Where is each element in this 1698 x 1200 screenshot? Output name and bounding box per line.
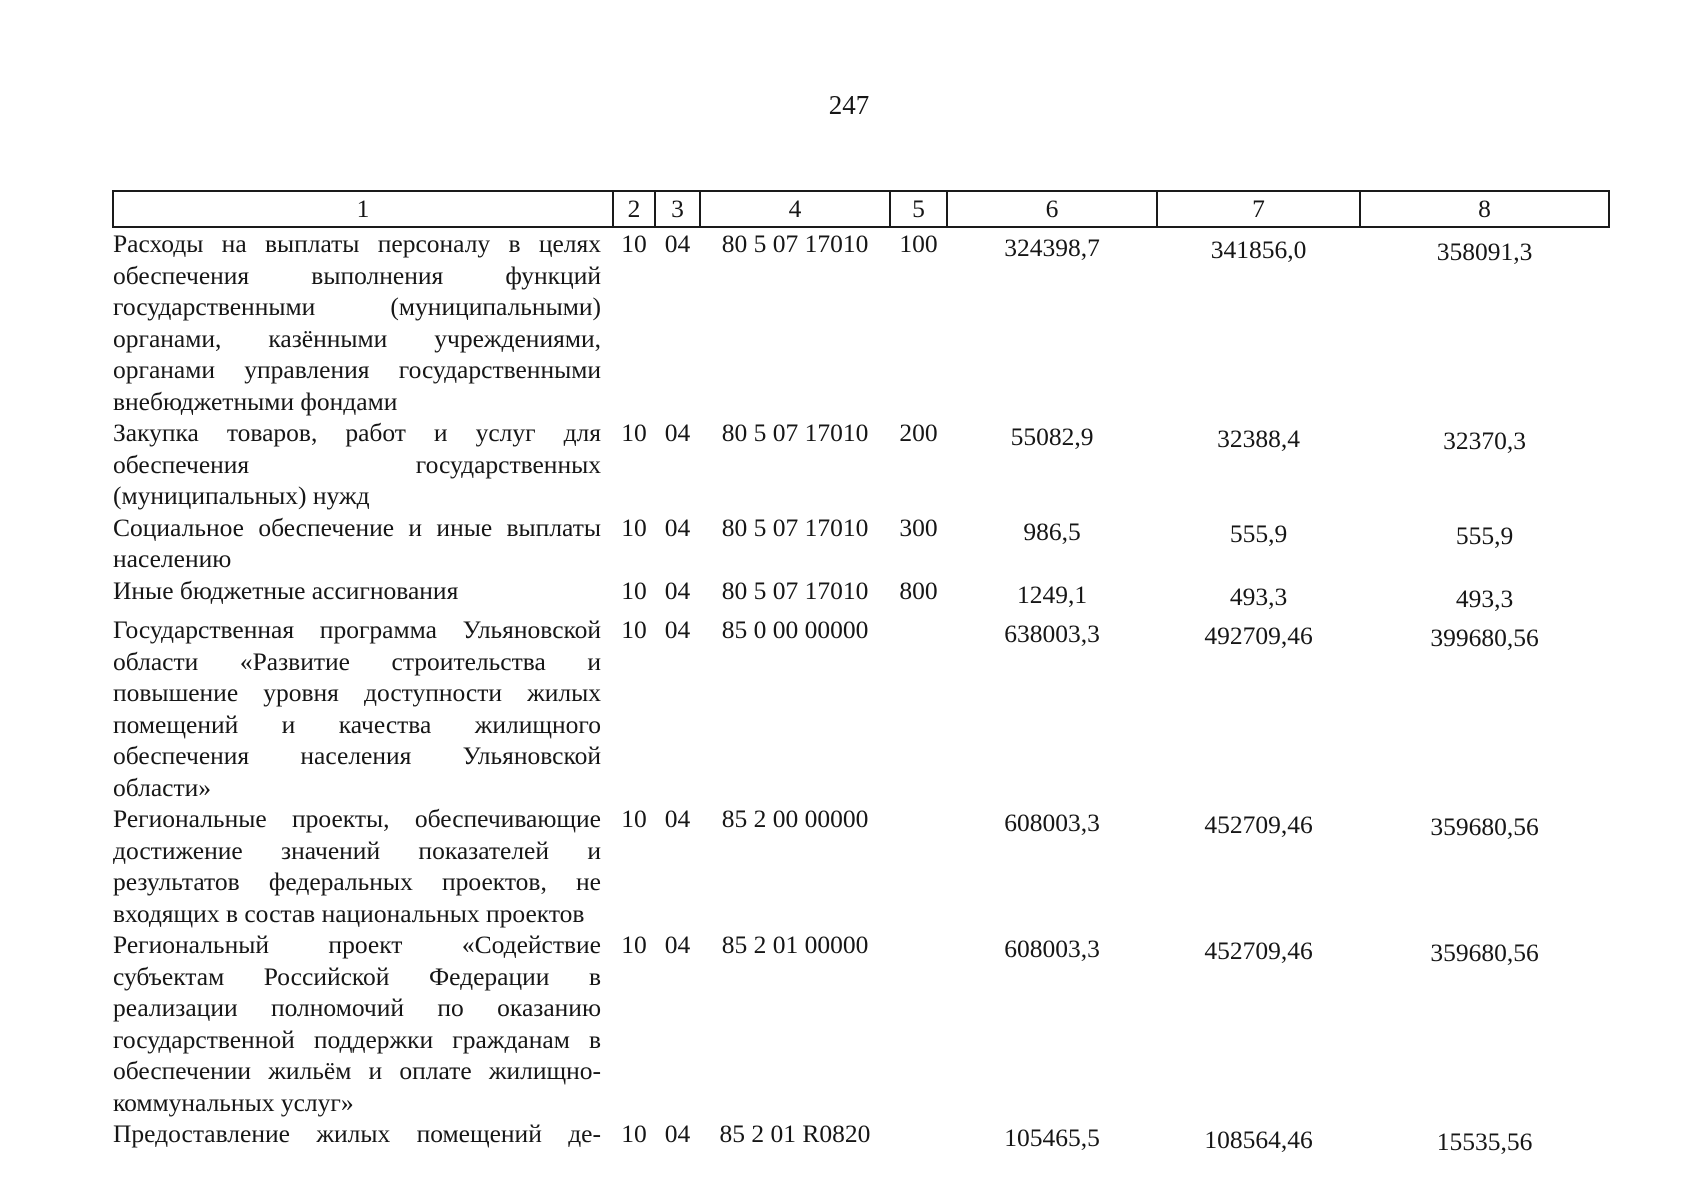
row-value-8: 15535,56 xyxy=(1436,1127,1533,1156)
row-subsection: 04 xyxy=(664,804,691,833)
row-value-7: 555,9 xyxy=(1229,518,1288,548)
row-name: Государственная программа Ульяновской области «Развитие строительства и повышение уровня доступности жилых помещений и качества жилищного обеспечения населения Ульяновской области» xyxy=(113,615,601,802)
row-value-8: 359680,56 xyxy=(1430,938,1539,967)
header-col-2: 2 xyxy=(613,191,655,227)
table-row xyxy=(113,575,1609,615)
row-value-8: 359680,56 xyxy=(1430,812,1539,841)
row-expense-type: 800 xyxy=(899,575,938,605)
page-number: 247 xyxy=(828,90,870,120)
row-section: 10 xyxy=(621,418,647,447)
row-subsection: 04 xyxy=(664,229,691,258)
table-row xyxy=(113,1118,1609,1158)
row-expense-type: 200 xyxy=(899,418,938,447)
row-value-7: 492709,46 xyxy=(1204,621,1313,650)
header-col-5: 5 xyxy=(890,191,947,227)
row-value-6: 1249,1 xyxy=(1016,579,1088,609)
row-name: Социальное обеспечение и иные выплаты населению xyxy=(113,512,601,573)
table-row xyxy=(113,512,1609,575)
row-subsection: 04 xyxy=(664,1119,691,1148)
row-subsection: 04 xyxy=(664,418,691,447)
row-expense-type xyxy=(890,929,947,1118)
row-section: 10 xyxy=(621,575,647,605)
row-code: 80 5 07 17010 xyxy=(721,418,869,447)
row-section: 10 xyxy=(621,615,647,644)
row-value-8: 493,3 xyxy=(1455,583,1514,613)
row-section: 10 xyxy=(621,930,647,959)
row-subsection: 04 xyxy=(664,575,691,605)
table-row xyxy=(113,803,1609,929)
row-subsection: 04 xyxy=(664,930,691,959)
table-row xyxy=(113,417,1609,512)
row-value-8: 399680,56 xyxy=(1430,623,1539,652)
row-value-7: 452709,46 xyxy=(1204,936,1313,965)
row-code: 85 0 00 00000 xyxy=(721,615,869,644)
row-value-7: 108564,46 xyxy=(1204,1125,1313,1154)
row-value-6: 105465,5 xyxy=(1004,1123,1100,1152)
row-name: Региональный проект «Содействие субъектам Российской Федерации в реализации полномочий по оказанию государственной поддержки гражданам в обеспечении жильём и оплате жилищно-коммунальных услуг» xyxy=(113,930,601,1117)
row-value-6: 608003,3 xyxy=(1004,808,1100,837)
header-col-7: 7 xyxy=(1157,191,1360,227)
row-name: Региональные проекты, обеспечивающие достижение значений показателей и результатов федеральных проектов, не входящих в состав национальных проектов xyxy=(113,804,601,928)
row-code: 80 5 07 17010 xyxy=(721,575,869,605)
row-value-6: 55082,9 xyxy=(1010,422,1094,451)
row-name: Предоставление жилых помещений де- xyxy=(113,1119,601,1148)
row-name: Закупка товаров, работ и услуг для обеспечения государственных (муниципальных) нужд xyxy=(113,418,601,510)
row-section: 10 xyxy=(621,229,647,258)
row-value-7: 493,3 xyxy=(1229,581,1288,611)
row-value-6: 638003,3 xyxy=(1004,619,1100,648)
row-expense-type xyxy=(890,614,947,803)
row-code: 80 5 07 17010 xyxy=(721,229,869,258)
header-col-6: 6 xyxy=(947,191,1157,227)
row-section: 10 xyxy=(621,1119,647,1148)
row-code: 85 2 00 00000 xyxy=(721,804,869,833)
row-expense-type xyxy=(890,1118,947,1158)
row-subsection: 04 xyxy=(664,512,691,542)
row-value-7: 341856,0 xyxy=(1210,235,1307,264)
row-value-7: 452709,46 xyxy=(1204,810,1313,839)
row-expense-type: 100 xyxy=(899,229,938,258)
header-col-1: 1 xyxy=(113,191,613,227)
row-value-8: 358091,3 xyxy=(1436,237,1533,266)
row-expense-type: 300 xyxy=(899,512,938,542)
row-value-6: 608003,3 xyxy=(1004,934,1100,963)
table-row xyxy=(113,929,1609,1118)
row-section: 10 xyxy=(621,804,647,833)
row-value-6: 986,5 xyxy=(1023,516,1081,546)
row-code: 80 5 07 17010 xyxy=(721,512,869,542)
table-header-row xyxy=(113,191,1609,227)
row-value-6: 324398,7 xyxy=(1004,233,1100,262)
row-value-8: 32370,3 xyxy=(1443,426,1526,455)
header-col-4: 4 xyxy=(700,191,890,227)
row-code: 85 2 01 00000 xyxy=(721,930,869,959)
row-expense-type xyxy=(890,803,947,929)
row-value-7: 32388,4 xyxy=(1217,424,1300,453)
row-code: 85 2 01 R0820 xyxy=(719,1119,871,1148)
row-value-8: 555,9 xyxy=(1455,520,1514,550)
header-col-8: 8 xyxy=(1360,191,1609,227)
row-name: Расходы на выплаты персоналу в целях обеспечения выполнения функций государственными (муниципальными) органами, казёнными учреждениями, органами управления государственными внебюджетными фондами xyxy=(113,229,601,416)
row-subsection: 04 xyxy=(664,615,691,644)
row-section: 10 xyxy=(621,512,647,542)
header-col-3: 3 xyxy=(655,191,700,227)
table-row xyxy=(113,614,1609,803)
budget-table xyxy=(112,190,1610,1158)
row-name: Иные бюджетные ассигнования xyxy=(113,575,459,605)
table-row xyxy=(113,227,1609,417)
